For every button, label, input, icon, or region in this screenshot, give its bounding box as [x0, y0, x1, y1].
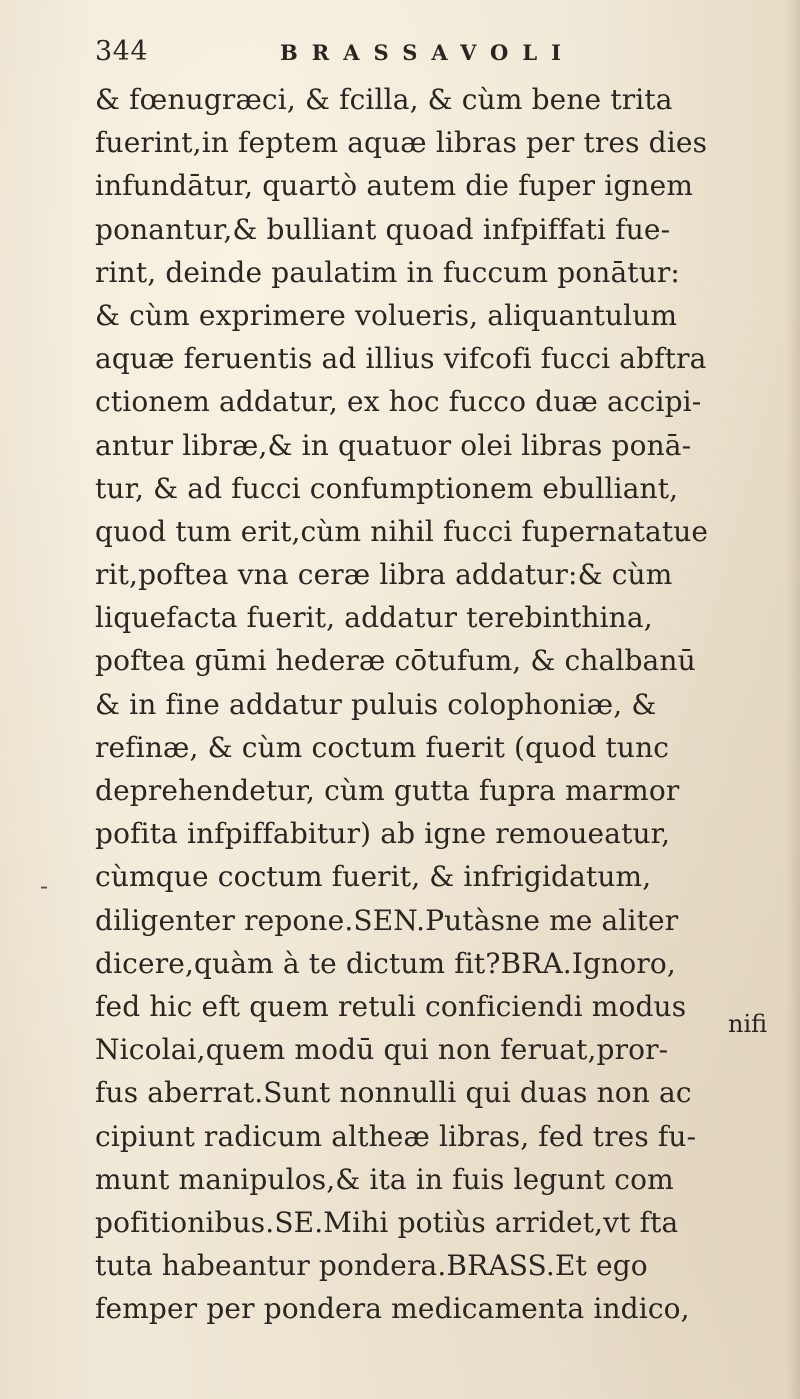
text-line: quod tum erit,cùm nihil fucci fupernatatue: [95, 514, 709, 548]
text-line: diligenter repone.SEN.Putàsne me aliter: [95, 903, 679, 937]
text-line: aquæ feruentis ad illius vifcofi fucci abftra: [95, 342, 707, 376]
text-line: & cùm exprimere volueris, aliquantulum: [95, 298, 678, 332]
running-head: BRASSAVOLI: [280, 40, 575, 65]
text-line: pofitionibus.SE.Mihi potiùs arridet,vt fta: [95, 1205, 679, 1239]
page-number: 344: [95, 36, 149, 67]
text-line: dicere,quàm à te dictum fit?BRA.Ignoro,: [95, 946, 676, 980]
text-line: fed hic eft quem retuli conficiendi modus: [95, 989, 687, 1023]
text-line: tur, & ad fucci confumptionem ebulliant,: [95, 471, 679, 505]
text-line: cipiunt radicum altheæ libras, fed tres fu-: [95, 1119, 697, 1153]
text-line: tuta habeantur pondera.BRASS.Et ego: [95, 1249, 648, 1283]
body-text: [95, 78, 795, 1330]
text-line: antur libræ,& in quatuor olei libras ponā-: [95, 428, 692, 462]
text-line: poftea gūmi hederæ cōtufum, & chalbanū: [95, 644, 696, 678]
text-line: pofita infpiffabitur) ab igne remoueatur,: [95, 817, 671, 851]
text-line: infundātur, quartò autem die fuper ignem: [95, 169, 694, 203]
margin-mark: -: [40, 872, 49, 900]
text-line: femper per pondera medicamenta indico,: [95, 1292, 690, 1326]
text-line: ctionem addatur, ex hoc fucco duæ accipi-: [95, 385, 702, 419]
catchword: nifi: [728, 1010, 768, 1038]
text-line: fuerint,in feptem aquæ libras per tres dies: [95, 126, 708, 160]
text-line: refinæ, & cùm coctum fuerit (quod tunc: [95, 730, 670, 764]
page-header: [95, 36, 735, 80]
text-line: cùmque coctum fuerit, & infrigidatum,: [95, 860, 652, 894]
text-line: munt manipulos,& ita in fuis legunt com: [95, 1162, 674, 1196]
text-line: fus aberrat.Sunt nonnulli qui duas non ac: [95, 1076, 692, 1110]
text-line: Nicolai,quem modū qui non feruat,pror-: [95, 1033, 669, 1067]
text-line: liquefacta fuerit, addatur terebinthina,: [95, 601, 653, 635]
text-line: & in fine addatur puluis colophoniæ, &: [95, 687, 657, 721]
text-line: rit,poftea vna ceræ libra addatur:& cùm: [95, 558, 673, 592]
text-line: rint, deinde paulatim in fuccum ponātur:: [95, 255, 681, 289]
text-line: deprehendetur, cùm gutta fupra marmor: [95, 774, 680, 807]
text-line: & fœnugræci, & fcilla, & cùm bene trita: [95, 83, 673, 116]
text-line: ponantur,& bulliant quoad infpiffati fue-: [95, 212, 671, 246]
